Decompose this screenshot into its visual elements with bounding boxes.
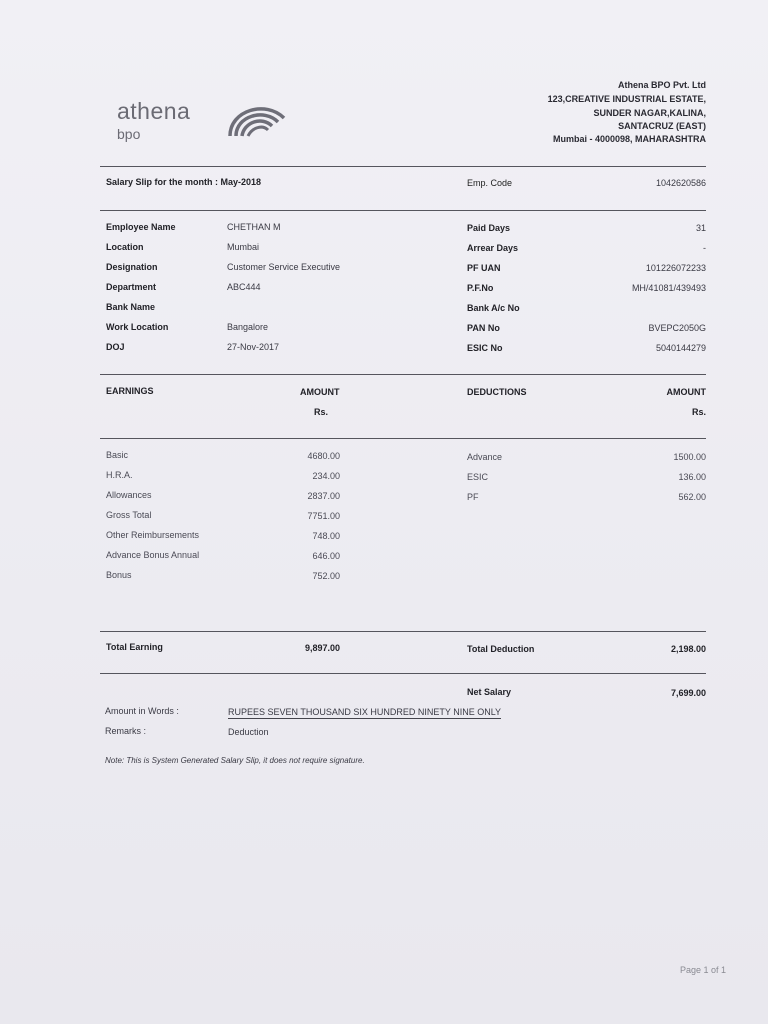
total-earning-value: 9,897.00	[304, 643, 340, 653]
earning-value: 2837.00	[307, 491, 340, 501]
divider	[100, 210, 706, 211]
company-logo-subtext: bpo	[117, 126, 141, 142]
net-salary-value: 7,699.00	[670, 688, 706, 698]
remarks-value: Deduction	[228, 727, 269, 737]
earning-value: 646.00	[312, 551, 340, 561]
system-generated-note: Note: This is System Generated Salary Slip, it does not require signature.	[105, 756, 365, 765]
bank-name-label: Bank Name	[106, 302, 156, 312]
earning-label: Other Reimbursements	[106, 530, 200, 540]
work-location-label: Work Location	[106, 322, 169, 332]
pf-uan-label: PF UAN	[467, 263, 501, 273]
company-address-line: SUNDER NAGAR,KALINA,	[593, 108, 706, 118]
pf-uan-value: 101226072233	[645, 263, 706, 273]
remarks-label: Remarks :	[105, 726, 147, 736]
earning-label: Bonus	[106, 570, 132, 580]
arrear-days-label: Arrear Days	[467, 243, 519, 253]
company-address-line: 123,CREATIVE INDUSTRIAL ESTATE,	[547, 94, 706, 104]
deduction-label: PF	[467, 492, 479, 502]
deductions-rs-header: Rs.	[691, 407, 706, 417]
department-value: ABC444	[227, 282, 261, 292]
company-name: Athena BPO Pvt. Ltd	[617, 80, 706, 90]
earning-value: 752.00	[312, 571, 340, 581]
esic-no-value: 5040144279	[655, 343, 706, 353]
divider	[100, 673, 706, 674]
designation-value: Customer Service Executive	[227, 262, 341, 272]
divider	[100, 631, 706, 632]
paid-days-value: 31	[695, 223, 706, 233]
deductions-header: DEDUCTIONS	[467, 387, 527, 397]
amount-in-words-value: RUPEES SEVEN THOUSAND SIX HUNDRED NINETY NINE ONLY	[228, 707, 502, 717]
deduction-value: 562.00	[678, 492, 706, 502]
company-address-line: Mumbai - 4000098, MAHARASHTRA	[552, 134, 706, 144]
earning-label: Allowances	[106, 490, 152, 500]
earnings-rs-header: Rs.	[314, 407, 329, 417]
emp-code-label: Emp. Code	[467, 178, 513, 188]
designation-label: Designation	[106, 262, 158, 272]
divider	[100, 374, 706, 375]
total-earning-label: Total Earning	[106, 642, 163, 652]
paid-days-label: Paid Days	[467, 223, 511, 233]
earning-value: 4680.00	[307, 451, 340, 461]
earnings-header: EARNINGS	[106, 386, 154, 396]
deduction-value: 1500.00	[673, 452, 706, 462]
department-label: Department	[106, 282, 157, 292]
total-deduction-value: 2,198.00	[670, 644, 706, 654]
company-address-line: SANTACRUZ (EAST)	[618, 121, 706, 131]
deduction-value: 136.00	[678, 472, 706, 482]
emp-code-value: 1042620586	[655, 178, 706, 188]
company-logo-swirl-icon	[222, 96, 288, 140]
pan-no-value: BVEPC2050G	[648, 323, 706, 333]
salary-month-label: Salary Slip for the month : May-2018	[106, 177, 262, 187]
employee-name-label: Employee Name	[106, 222, 176, 232]
location-value: Mumbai	[227, 242, 260, 252]
earning-label: Advance Bonus Annual	[106, 550, 200, 560]
earning-label: Basic	[106, 450, 129, 460]
earning-value: 234.00	[312, 471, 340, 481]
earning-value: 748.00	[312, 531, 340, 541]
total-deduction-label: Total Deduction	[467, 644, 535, 654]
company-logo-text: athena	[117, 98, 191, 124]
deduction-label: Advance	[467, 452, 503, 462]
location-label: Location	[106, 242, 144, 252]
earning-label: Gross Total	[106, 510, 152, 520]
pf-no-label: P.F.No	[467, 283, 494, 293]
earning-value: 7751.00	[307, 511, 340, 521]
employee-name-value: CHETHAN M	[227, 222, 281, 232]
earnings-amount-header: AMOUNT	[300, 387, 340, 397]
pf-no-value: MH/41081/439493	[631, 283, 706, 293]
bank-account-label: Bank A/c No	[467, 303, 520, 313]
divider	[100, 438, 706, 439]
doj-value: 27-Nov-2017	[227, 342, 280, 352]
pan-no-label: PAN No	[467, 323, 500, 333]
esic-no-label: ESIC No	[467, 343, 503, 353]
amount-in-words-label: Amount in Words :	[105, 706, 179, 716]
deductions-amount-header: AMOUNT	[666, 387, 706, 397]
earning-label: H.R.A.	[106, 470, 133, 480]
doj-label: DOJ	[106, 342, 125, 352]
arrear-days-value: -	[703, 243, 706, 253]
net-salary-label: Net Salary	[467, 687, 512, 697]
work-location-value: Bangalore	[227, 322, 269, 332]
divider	[100, 166, 706, 167]
deduction-label: ESIC	[467, 472, 489, 482]
page-number: Page 1 of 1	[679, 965, 726, 975]
